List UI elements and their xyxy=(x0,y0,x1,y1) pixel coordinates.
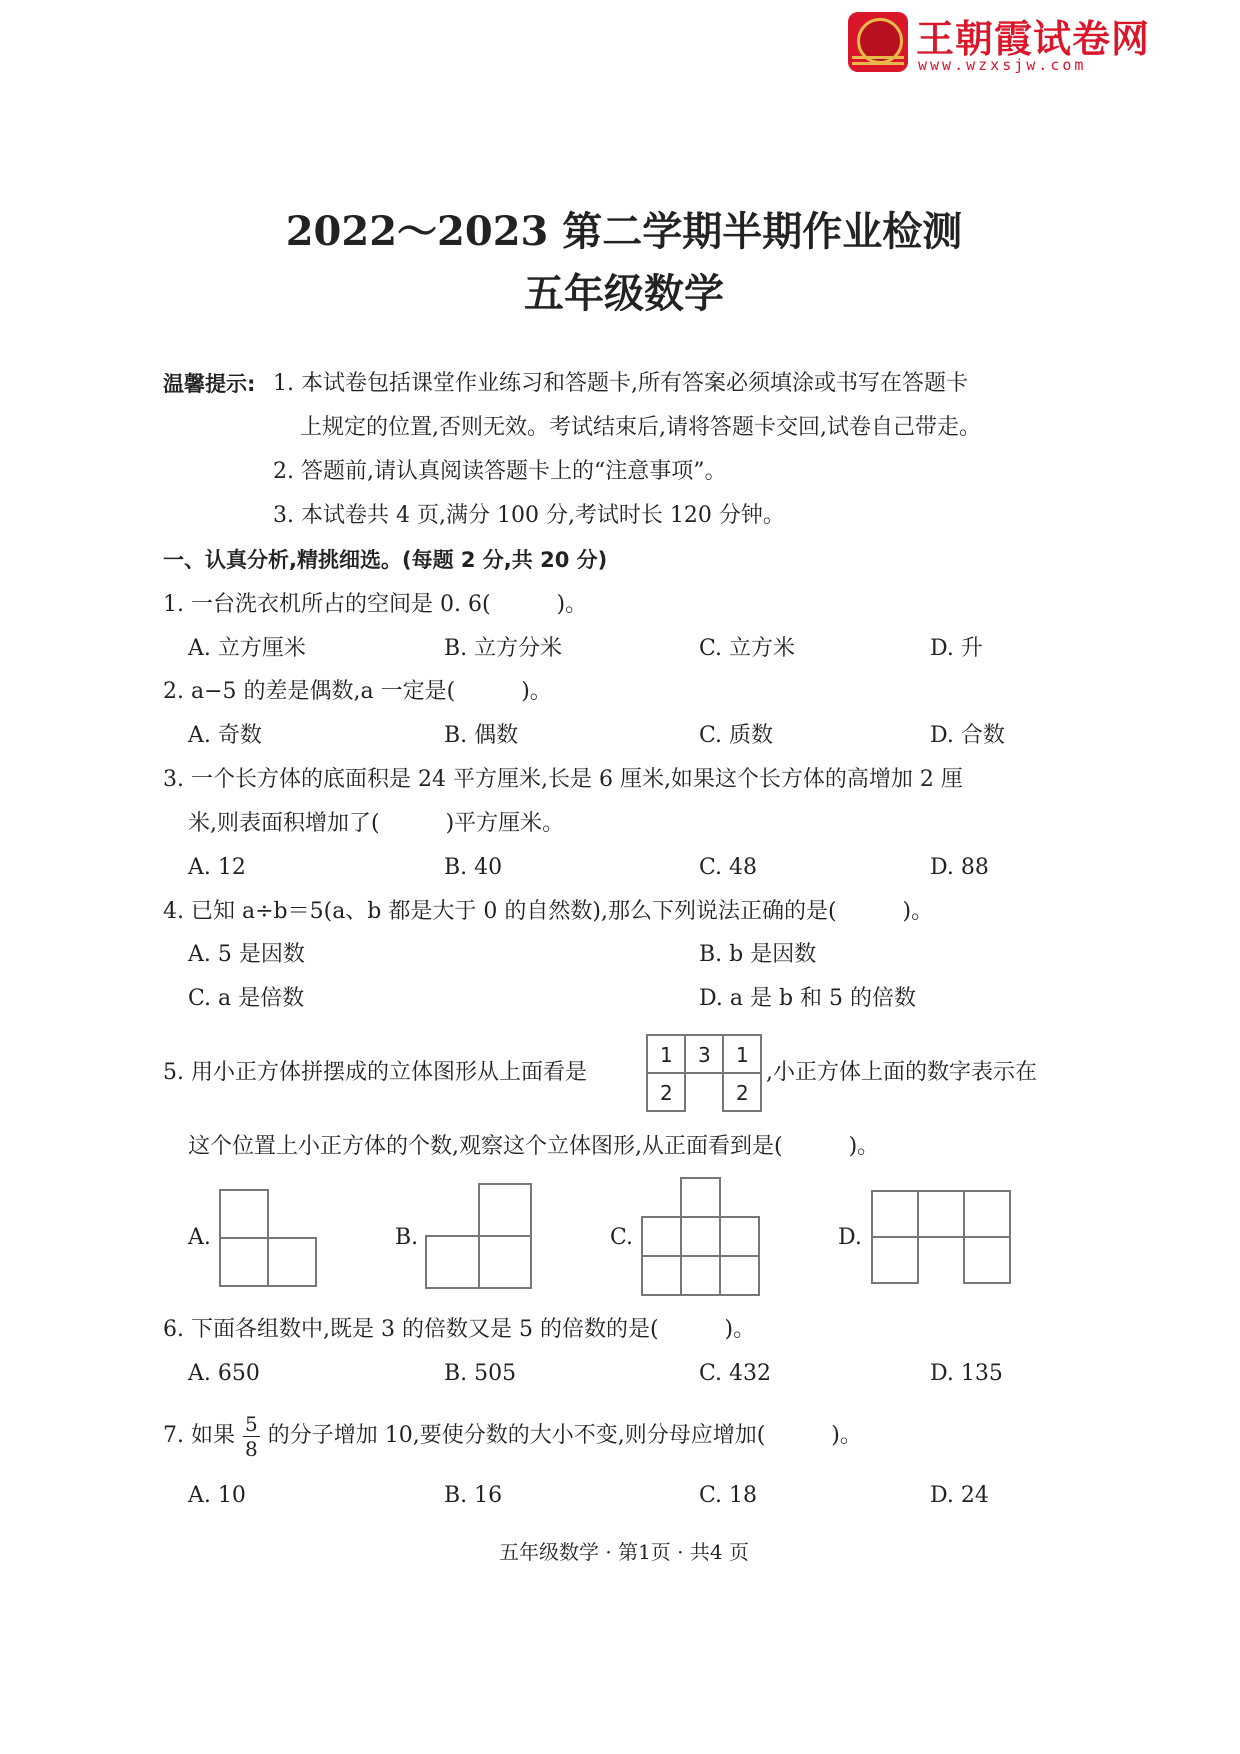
logo-emblem-icon xyxy=(848,12,908,72)
notice-item: 1. 本试卷包括课堂作业练习和答题卡,所有答案必须填涂或书写在答题卡 xyxy=(273,371,968,396)
option-label: B. xyxy=(395,1225,419,1250)
option: B. 立方分米 xyxy=(444,636,563,661)
site-logo xyxy=(848,12,1160,74)
question-stem: 4. 已知 a÷b＝5(a、b 都是大于 0 的自然数),那么下列说法正确的是( )。 xyxy=(163,899,934,924)
notice-item: 上规定的位置,否则无效。考试结束后,请将答题卡交回,试卷自己带走。 xyxy=(300,415,981,440)
question-stem-cont: 这个位置上小正方体的个数,观察这个立体图形,从正面看到是( )。 xyxy=(188,1134,880,1159)
option: C. 18 xyxy=(699,1483,758,1508)
option: C. 质数 xyxy=(699,723,774,748)
option: D. 升 xyxy=(930,636,983,661)
option-label: D. xyxy=(838,1225,862,1250)
option: D. 合数 xyxy=(930,723,1005,748)
option: A. 立方厘米 xyxy=(188,636,306,661)
question-stem xyxy=(163,1408,862,1464)
option: D. 135 xyxy=(930,1361,1003,1386)
option: C. 432 xyxy=(699,1361,772,1386)
notice-label: 温馨提示: xyxy=(163,372,256,396)
page-footer: 五年级数学 · 第1页 · 共4 页 xyxy=(499,1540,749,1564)
top-view-grid xyxy=(646,1034,766,1114)
top-view-number: 1 xyxy=(660,1043,673,1067)
top-view-number: 1 xyxy=(736,1043,749,1067)
option: D. 88 xyxy=(930,855,989,880)
page-subtitle: 五年级数学 xyxy=(524,270,724,317)
question-stem-part: 7. 如果 xyxy=(163,1423,235,1448)
top-view-number: 2 xyxy=(736,1081,749,1105)
option: B. 505 xyxy=(444,1361,517,1386)
option: A. 10 xyxy=(188,1483,246,1508)
option: C. a 是倍数 xyxy=(188,986,305,1011)
figure-option-b xyxy=(424,1182,534,1292)
option-label: A. xyxy=(188,1225,211,1250)
notice-item: 3. 本试卷共 4 页,满分 100 分,考试时长 120 分钟。 xyxy=(273,503,785,528)
figure-option-a xyxy=(218,1188,320,1290)
option: B. 偶数 xyxy=(444,723,519,748)
logo-url: www.wzxsjw.com xyxy=(918,56,1087,74)
question-stem: 6. 下面各组数中,既是 3 的倍数又是 5 的倍数的是( )。 xyxy=(163,1317,756,1342)
fraction-denominator: 8 xyxy=(244,1436,258,1461)
page-title: 2022～2023 第二学期半期作业检测 xyxy=(285,208,963,255)
option: B. b 是因数 xyxy=(699,942,817,967)
question-stem-cont: 米,则表面积增加了( )平方厘米。 xyxy=(188,811,565,836)
logo-name: 王朝霞试卷网 xyxy=(916,17,1151,61)
option-label: C. xyxy=(610,1225,634,1250)
question-stem: 5. 用小正方体拼摆成的立体图形从上面看是 xyxy=(163,1060,587,1085)
option: C. 48 xyxy=(699,855,758,880)
top-view-number: 2 xyxy=(660,1081,673,1105)
option: A. 5 是因数 xyxy=(188,942,305,967)
question-stem: 3. 一个长方体的底面积是 24 平方厘米,长是 6 厘米,如果这个长方体的高增加 2 厘 xyxy=(163,767,963,792)
fraction-numerator: 5 xyxy=(244,1411,258,1436)
figure-option-c xyxy=(640,1176,762,1298)
question-stem: 2. a−5 的差是偶数,a 一定是( )。 xyxy=(163,679,552,704)
figure-option-d xyxy=(870,1189,1012,1287)
question-stem: 1. 一台洗衣机所占的空间是 0. 6( )。 xyxy=(163,592,588,617)
top-view-number: 3 xyxy=(698,1043,711,1067)
option: A. 奇数 xyxy=(188,723,262,748)
option: C. 立方米 xyxy=(699,636,796,661)
question-stem-mid: ,小正方体上面的数字表示在 xyxy=(766,1060,1037,1085)
option: A. 650 xyxy=(188,1361,260,1386)
fraction xyxy=(243,1412,260,1461)
option: D. 24 xyxy=(930,1483,989,1508)
option: A. 12 xyxy=(188,855,246,880)
option: D. a 是 b 和 5 的倍数 xyxy=(699,986,917,1011)
option: B. 16 xyxy=(444,1483,503,1508)
section-heading: 一、认真分析,精挑细选。(每题 2 分,共 20 分) xyxy=(163,548,608,572)
question-stem-part: 的分子增加 10,要使分数的大小不变,则分母应增加( )。 xyxy=(267,1423,862,1448)
option: B. 40 xyxy=(444,855,503,880)
notice-item: 2. 答题前,请认真阅读答题卡上的“注意事项”。 xyxy=(273,459,727,484)
